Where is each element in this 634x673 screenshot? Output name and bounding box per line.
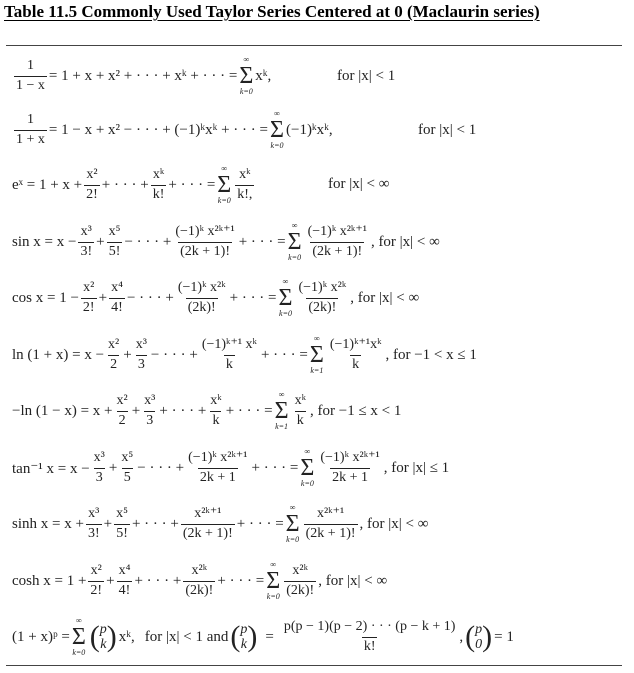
series-row: [12, 383, 401, 439]
series-operator: +: [123, 346, 132, 363]
frac-numerator: x²: [116, 393, 128, 409]
sigma-symbol: Σ: [217, 172, 232, 198]
series-operator: +: [103, 515, 113, 532]
sigma-sum: [270, 110, 284, 150]
series-row: [12, 270, 419, 326]
frac-numerator: (−1)ᵏ x²ᵏ: [177, 280, 226, 296]
frac-numerator: x⁵: [116, 506, 128, 522]
frac-denominator: (2k + 1)!: [312, 243, 363, 259]
frac-numerator: (−1)ᵏ x²ᵏ⁺¹: [320, 450, 380, 466]
series-ellipsis: + · · · =: [225, 402, 273, 419]
sum-term: xᵏ,: [118, 628, 135, 645]
frac-numerator: 1: [26, 58, 34, 74]
series-lhs: tan⁻¹ x = x −: [12, 460, 90, 477]
frac-denominator: (2k + 1)!: [180, 243, 230, 259]
series-ellipsis: + · · · +: [101, 176, 149, 193]
series-lhs: eˣ = 1 + x +: [12, 176, 83, 193]
frac-denominator: k: [225, 356, 233, 372]
frac-numerator: x²ᵏ⁺¹: [316, 506, 345, 522]
sigma-symbol: Σ: [239, 63, 254, 89]
frac-numerator: xᵏ: [152, 167, 165, 183]
equation-rhs: = 1: [494, 628, 514, 645]
term-fraction: [109, 280, 125, 315]
table-title: Table 11.5 Commonly Used Taylor Series Centered at 0 (Maclaurin series): [4, 2, 540, 21]
frac-denominator: k: [352, 356, 360, 372]
frac-numerator: xᵏ: [210, 393, 222, 409]
sum-upper-limit: ∞: [221, 164, 228, 173]
binom-bottom: 0: [475, 637, 483, 652]
convergence-condition: for |x| < 1: [418, 122, 477, 138]
binom-top: p: [475, 621, 483, 637]
series-operator: +: [98, 289, 108, 306]
sum-upper-limit: ∞: [278, 390, 285, 399]
sum-lower-limit: k=1: [275, 422, 289, 431]
series-lhs: sin x = x −: [12, 233, 77, 250]
series-ellipsis: − · · · +: [137, 459, 185, 476]
binom-bottom: k: [100, 637, 107, 652]
frac-denominator: 2k + 1: [332, 469, 368, 485]
sigma-sum: [286, 504, 300, 544]
frac-numerator: xᵏ: [294, 393, 306, 409]
frac-numerator: x²: [86, 167, 98, 183]
sigma-symbol: Σ: [270, 117, 284, 143]
sum-upper-limit: ∞: [289, 503, 296, 512]
frac-denominator: 3!: [87, 525, 100, 541]
frac-numerator: xᵏ: [239, 167, 251, 183]
sum-upper-limit: ∞: [243, 55, 250, 64]
sum-upper-limit: ∞: [314, 334, 320, 343]
sum-lower-limit: k=0: [270, 141, 284, 150]
sigma-sum: [279, 278, 293, 318]
sigma-sum: [217, 165, 231, 205]
sum-lower-limit: k=0: [300, 479, 314, 488]
sum-fraction: [328, 337, 384, 372]
sigma-sum: [310, 335, 324, 375]
binomial-coefficient: ( p k ): [89, 620, 117, 653]
series-ellipsis: + · · · =: [260, 346, 308, 363]
bottom-rule: [6, 665, 622, 666]
sum-fraction: [306, 224, 369, 259]
term-fraction: [151, 167, 167, 202]
frac-numerator: (−1)ᵏ x²ᵏ⁺¹: [307, 224, 367, 240]
series-lhs: cosh x = 1 +: [12, 572, 87, 589]
sum-fraction: [304, 506, 358, 541]
frac-denominator: (2k)!: [185, 582, 214, 598]
series-row: [12, 440, 449, 496]
binomial-formula-fraction: [282, 619, 458, 654]
frac-numerator: x²ᵏ⁺¹: [194, 506, 222, 522]
frac-numerator: (−1)ᵏ⁺¹xᵏ: [329, 337, 382, 353]
series-operator: +: [106, 572, 115, 589]
sum-upper-limit: ∞: [304, 447, 311, 456]
term-fraction: [92, 450, 107, 485]
series-ellipsis: + · · · =: [238, 233, 286, 250]
equals-sign: =: [265, 628, 274, 645]
series-expansion: = 1 − x + x² − · · · + (−1)ᵏxᵏ + · · · =: [48, 121, 269, 138]
series-ellipsis: + · · · =: [236, 515, 284, 532]
term-fraction: [86, 506, 102, 541]
frac-denominator: (2k)!: [187, 299, 216, 315]
frac-numerator: x²ᵏ: [191, 563, 208, 579]
sum-fraction: [318, 450, 381, 485]
series-ellipsis: + · · · =: [229, 289, 277, 306]
lhs-fraction: [14, 58, 47, 93]
sigma-sum: [275, 391, 289, 431]
sum-lower-limit: k=0: [217, 196, 231, 205]
frac-numerator: x⁴: [118, 563, 131, 579]
frac-denominator: 3!: [80, 243, 93, 259]
sum-fraction: [293, 393, 308, 428]
sigma-sum: [72, 617, 86, 657]
series-row: [12, 553, 387, 609]
frac-numerator: x⁵: [108, 224, 121, 240]
convergence-condition: , for |x| < ∞: [318, 572, 388, 589]
sum-upper-limit: ∞: [270, 560, 277, 569]
series-ellipsis: + · · · +: [131, 515, 179, 532]
frac-numerator: 1: [26, 112, 34, 128]
frac-numerator: (−1)ᵏ⁺¹ xᵏ: [201, 337, 257, 353]
frac-numerator: x²: [108, 337, 120, 353]
sigma-sum: [266, 561, 280, 601]
convergence-condition: for |x| < 1 and: [144, 628, 229, 645]
series-expansion: = 1 + x + x² + · · · + xᵏ + · · · =: [48, 67, 238, 84]
frac-denominator: k!: [363, 638, 376, 654]
frac-denominator: 1 + x: [16, 131, 45, 147]
frac-denominator: k!: [152, 186, 165, 202]
sigma-sum: [300, 448, 314, 488]
frac-numerator: x²ᵏ: [292, 563, 309, 579]
binom-top: p: [99, 621, 107, 637]
frac-denominator: k!,: [237, 186, 253, 202]
frac-numerator: x³: [135, 337, 147, 353]
sum-upper-limit: ∞: [291, 221, 298, 230]
series-lhs: sinh x = x +: [12, 515, 84, 532]
frac-denominator: 5: [123, 469, 131, 485]
sigma-symbol: Σ: [285, 511, 300, 537]
sum-lower-limit: k=0: [72, 648, 86, 657]
general-term: [173, 224, 236, 259]
series-operator: +: [108, 459, 118, 476]
series-operator: +: [131, 402, 141, 419]
sum-lower-limit: k=1: [310, 366, 324, 375]
frac-denominator: 3: [137, 356, 145, 372]
frac-denominator: 2!: [86, 186, 98, 202]
frac-denominator: 5!: [108, 243, 121, 259]
term-fraction: [114, 506, 130, 541]
term-fraction: [115, 393, 130, 428]
series-ellipsis: + · · · =: [251, 459, 299, 476]
sigma-symbol: Σ: [278, 285, 293, 311]
term-fraction: [142, 393, 157, 428]
series-lhs: cos x = 1 −: [12, 289, 79, 306]
general-term: [200, 337, 259, 372]
binomial-coefficient: ( p 0 ): [465, 620, 493, 653]
series-ellipsis: − · · · +: [126, 289, 174, 306]
term-fraction: [119, 450, 135, 485]
term-fraction: [88, 563, 104, 598]
frac-numerator: (−1)ᵏ x²ᵏ: [298, 280, 347, 296]
frac-denominator: (2k)!: [286, 582, 315, 598]
binom-bottom: k: [240, 637, 248, 652]
sum-fraction: [284, 563, 316, 598]
frac-numerator: x³: [93, 450, 105, 466]
general-term: [208, 393, 223, 428]
general-term: [176, 280, 228, 315]
sum-lower-limit: k=0: [286, 535, 300, 544]
series-row: [12, 496, 428, 552]
convergence-condition: for |x| < 1: [337, 68, 396, 84]
sigma-symbol: Σ: [71, 624, 86, 650]
series-ellipsis: + · · · =: [168, 176, 216, 193]
sigma-symbol: Σ: [309, 342, 324, 368]
sigma-symbol: Σ: [300, 455, 315, 481]
sum-fraction: [235, 167, 254, 202]
term-fraction: [78, 224, 94, 259]
sigma-sum: [288, 222, 302, 262]
sigma-symbol: Σ: [266, 568, 281, 594]
sum-fraction: [296, 280, 348, 315]
convergence-condition: , for −1 ≤ x < 1: [310, 402, 402, 419]
series-row: [12, 327, 477, 383]
convergence-condition: for |x| < ∞: [328, 176, 390, 192]
series-ellipsis: + · · · +: [159, 402, 207, 419]
term-fraction: [107, 224, 123, 259]
sum-lower-limit: k=0: [239, 87, 253, 96]
sigma-symbol: Σ: [274, 398, 289, 424]
lhs-fraction: [14, 112, 47, 147]
series-ellipsis: − · · · +: [150, 346, 198, 363]
frac-numerator: x⁵: [121, 450, 134, 466]
top-rule: [6, 45, 622, 46]
sigma-sum: [239, 56, 253, 96]
binomial-series-row: [12, 609, 514, 665]
frac-denominator: 2k + 1: [199, 469, 236, 485]
series-row: [12, 214, 440, 270]
term-fraction: [117, 563, 133, 598]
convergence-condition: , for |x| < ∞: [370, 233, 440, 250]
convergence-condition: , for −1 < x ≤ 1: [385, 346, 477, 363]
term-fraction: [134, 337, 149, 372]
frac-numerator: (−1)ᵏ x²ᵏ⁺¹: [175, 224, 235, 240]
series-ellipsis: − · · · +: [124, 233, 172, 250]
series-lhs: ln (1 + x) = x −: [12, 346, 105, 363]
frac-denominator: 3: [95, 469, 103, 485]
convergence-condition: , for |x| < ∞: [359, 515, 429, 532]
frac-numerator: p(p − 1)(p − 2) · · · (p − k + 1): [283, 619, 456, 635]
frac-numerator: x⁴: [111, 280, 123, 296]
convergence-condition: , for |x| ≤ 1: [383, 459, 450, 476]
sigma-symbol: Σ: [287, 229, 302, 255]
sum-lower-limit: k=0: [288, 253, 302, 262]
series-row: [12, 102, 333, 158]
convergence-condition: , for |x| < ∞: [350, 289, 420, 306]
frac-denominator: 2: [110, 356, 118, 372]
general-term: [183, 563, 215, 598]
term-fraction: [84, 167, 100, 202]
general-term: [181, 506, 235, 541]
sum-upper-limit: ∞: [274, 109, 280, 118]
frac-numerator: x²: [83, 280, 95, 296]
frac-numerator: x³: [88, 506, 100, 522]
series-lhs: (1 + x)ᵖ =: [12, 628, 70, 645]
frac-denominator: 4!: [118, 582, 131, 598]
series-operator: +: [96, 233, 105, 250]
frac-denominator: 1 − x: [16, 77, 45, 93]
frac-denominator: (2k + 1)!: [305, 525, 356, 541]
series-lhs: −ln (1 − x) = x +: [12, 402, 113, 419]
sum-upper-limit: ∞: [282, 277, 289, 286]
frac-denominator: 3: [146, 412, 154, 428]
frac-denominator: 5!: [116, 525, 128, 541]
frac-denominator: 2!: [90, 582, 103, 598]
binom-top: p: [240, 621, 248, 637]
term-fraction: [106, 337, 121, 372]
frac-denominator: k: [296, 412, 304, 428]
frac-denominator: (2k)!: [308, 299, 337, 315]
frac-numerator: (−1)ᵏ x²ᵏ⁺¹: [188, 450, 248, 466]
frac-numerator: x³: [80, 224, 92, 240]
sum-term: (−1)ᵏxᵏ,: [285, 121, 333, 138]
frac-denominator: 2: [118, 412, 126, 428]
general-term: [186, 450, 249, 485]
sum-term: xᵏ,: [255, 67, 272, 84]
sum-upper-limit: ∞: [75, 616, 82, 625]
frac-denominator: (2k + 1)!: [182, 525, 233, 541]
sum-lower-limit: k=0: [279, 309, 292, 318]
frac-numerator: x³: [144, 393, 156, 409]
frac-denominator: 2!: [82, 299, 95, 315]
series-row: [12, 48, 271, 104]
series-ellipsis: + · · · =: [217, 572, 265, 589]
series-ellipsis: + · · · +: [134, 572, 182, 589]
series-row: [12, 157, 256, 213]
frac-denominator: k: [212, 412, 220, 428]
binomial-coefficient: ( p k ): [230, 620, 258, 653]
term-fraction: [81, 280, 97, 315]
separator-comma: ,: [459, 628, 464, 645]
frac-numerator: x²: [90, 563, 102, 579]
sum-lower-limit: k=0: [266, 592, 280, 601]
frac-denominator: 4!: [111, 299, 123, 315]
